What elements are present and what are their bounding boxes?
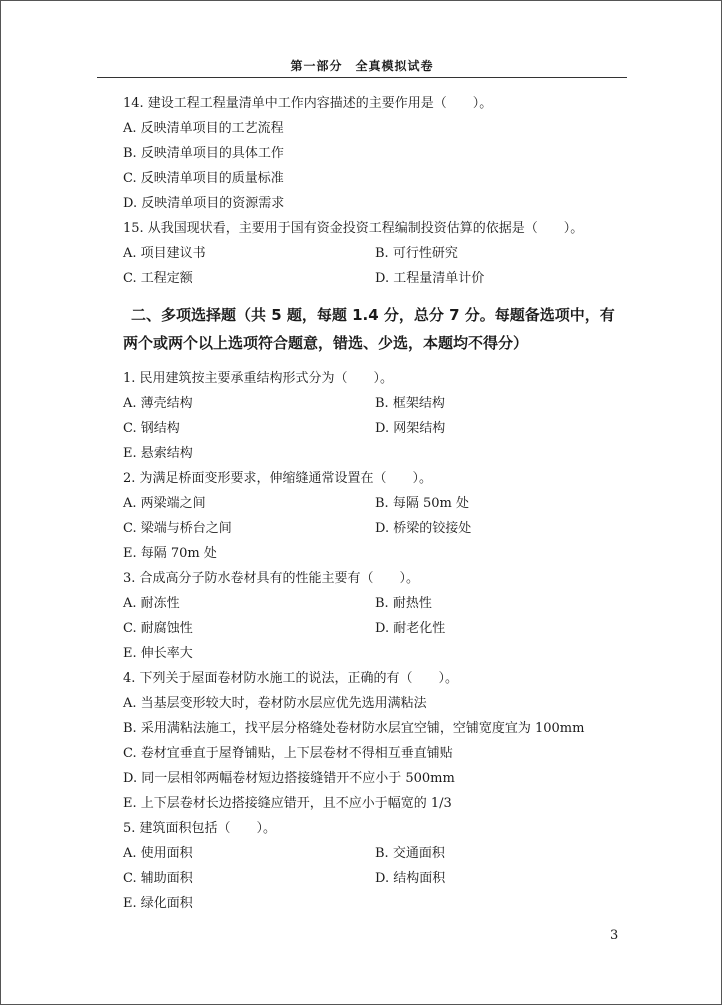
mc-question-5-option-a: A. 使用面积	[123, 846, 193, 861]
mc-question-4-option-d: D. 同一层相邻两幅卷材短边搭接缝错开不应小于 500mm	[123, 771, 455, 786]
question-15-option-a: A. 项目建议书	[123, 246, 206, 261]
mc-question-3-option-a: A. 耐冻性	[123, 596, 180, 611]
mc-question-4-option-a: A. 当基层变形较大时，卷材防水层应优先选用满粘法	[123, 696, 427, 711]
question-15-option-d: D. 工程量清单计价	[375, 271, 485, 286]
mc-question-2-option-c: C. 梁端与桥台之间	[123, 521, 232, 536]
mc-question-3-stem: 3. 合成高分子防水卷材具有的性能主要有（ ）。	[123, 571, 420, 586]
mc-question-2-option-d: D. 桥梁的铰接处	[375, 521, 472, 536]
mc-question-3-option-d: D. 耐老化性	[375, 621, 446, 636]
mc-question-3-option-b: B. 耐热性	[375, 596, 432, 611]
question-14-stem: 14. 建设工程工程量清单中工作内容描述的主要作用是（ ）。	[123, 96, 493, 111]
mc-question-5-option-c: C. 辅助面积	[123, 871, 193, 886]
mc-question-1-option-d: D. 网架结构	[375, 421, 446, 436]
question-14-option-d: D. 反映清单项目的资源需求	[123, 196, 285, 211]
section-2-title-line-1: 二、多项选择题（共 5 题，每题 1.4 分，总分 7 分。每题备选项中，有	[131, 306, 615, 324]
mc-question-5-option-d: D. 结构面积	[375, 871, 446, 886]
mc-question-1-option-c: C. 钢结构	[123, 421, 180, 436]
mc-question-2-stem: 2. 为满足桥面变形要求，伸缩缝通常设置在（ ）。	[123, 471, 433, 486]
mc-question-1-stem: 1. 民用建筑按主要承重结构形式分为（ ）。	[123, 371, 394, 386]
header-rule	[97, 77, 627, 78]
mc-question-5-option-e: E. 绿化面积	[123, 896, 193, 911]
question-14-option-c: C. 反映清单项目的质量标准	[123, 171, 284, 186]
section-2-title-line-2: 两个或两个以上选项符合题意，错选、少选，本题均不得分）	[123, 334, 529, 352]
mc-question-5-stem: 5. 建筑面积包括（ ）。	[123, 821, 277, 836]
mc-question-2-option-b: B. 每隔 50m 处	[375, 496, 469, 511]
mc-question-5-option-b: B. 交通面积	[375, 846, 445, 861]
mc-question-4-option-e: E. 上下层卷材长边搭接缝应错开，且不应小于幅宽的 1/3	[123, 796, 452, 811]
mc-question-1-option-e: E. 悬索结构	[123, 446, 193, 461]
mc-question-1-option-b: B. 框架结构	[375, 396, 445, 411]
question-15-option-b: B. 可行性研究	[375, 246, 458, 261]
mc-question-3-option-c: C. 耐腐蚀性	[123, 621, 193, 636]
mc-question-1-option-a: A. 薄壳结构	[123, 396, 193, 411]
question-14-option-b: B. 反映清单项目的具体工作	[123, 146, 284, 161]
question-15-option-c: C. 工程定额	[123, 271, 193, 286]
mc-question-2-option-a: A. 两梁端之间	[123, 496, 206, 511]
running-header: 第一部分 全真模拟试卷	[290, 59, 434, 73]
page-number: 3	[610, 928, 619, 943]
question-15-stem: 15. 从我国现状看，主要用于国有资金投资工程编制投资估算的依据是（ ）。	[123, 221, 584, 236]
mc-question-3-option-e: E. 伸长率大	[123, 646, 193, 661]
question-14-option-a: A. 反映清单项目的工艺流程	[123, 121, 284, 136]
mc-question-4-stem: 4. 下列关于屋面卷材防水施工的说法，正确的有（ ）。	[123, 671, 459, 686]
mc-question-4-option-b: B. 采用满粘法施工，找平层分格缝处卷材防水层宜空铺，空铺宽度宜为 100mm	[123, 721, 585, 736]
mc-question-4-option-c: C. 卷材宜垂直于屋脊铺贴，上下层卷材不得相互垂直铺贴	[123, 746, 453, 761]
mc-question-2-option-e: E. 每隔 70m 处	[123, 546, 217, 561]
